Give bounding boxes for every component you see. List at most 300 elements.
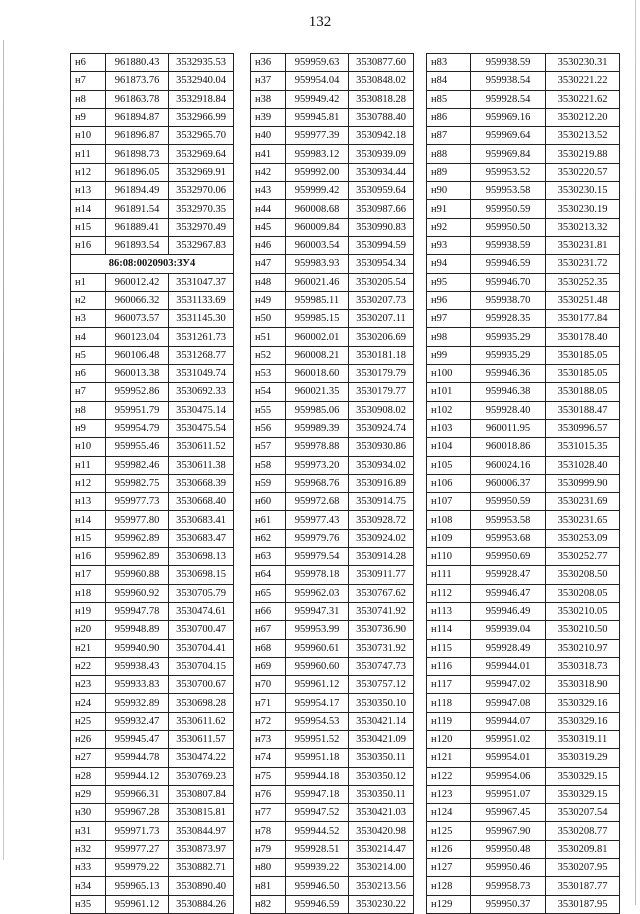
point-id-cell: н128 xyxy=(427,877,471,895)
x-coordinate-cell: 959979.76 xyxy=(286,529,349,547)
y-coordinate-cell: 3530188.47 xyxy=(546,401,620,419)
coordinate-row xyxy=(71,273,234,291)
y-coordinate-cell: 3530916.89 xyxy=(349,474,414,492)
x-coordinate-cell: 959982.46 xyxy=(106,456,169,474)
y-coordinate-cell: 3532967.83 xyxy=(169,236,234,254)
point-id-cell: н62 xyxy=(251,529,286,547)
point-id-cell: н54 xyxy=(251,383,286,401)
point-id-cell: н77 xyxy=(251,804,286,822)
y-coordinate-cell: 3530329.16 xyxy=(546,694,620,712)
coordinate-row xyxy=(251,401,414,419)
y-coordinate-cell: 3530741.92 xyxy=(349,602,414,620)
point-id-cell: н50 xyxy=(251,310,286,328)
x-coordinate-cell: 959938.54 xyxy=(471,72,546,90)
x-coordinate-cell: 959944.52 xyxy=(286,822,349,840)
x-coordinate-cell: 959945.47 xyxy=(106,730,169,748)
x-coordinate-cell: 959983.12 xyxy=(286,145,349,163)
y-coordinate-cell: 3531145.30 xyxy=(169,310,234,328)
y-coordinate-cell: 3530877.60 xyxy=(349,54,414,72)
coordinate-row xyxy=(427,493,620,511)
x-coordinate-cell: 959938.59 xyxy=(471,54,546,72)
x-coordinate-cell: 959977.80 xyxy=(106,511,169,529)
point-id-cell: н92 xyxy=(427,218,471,236)
point-id-cell: н28 xyxy=(71,767,106,785)
coordinate-row xyxy=(71,840,234,858)
y-coordinate-cell: 3532970.06 xyxy=(169,182,234,200)
point-id-cell: н79 xyxy=(251,840,286,858)
coordinate-row xyxy=(251,419,414,437)
point-id-cell: н114 xyxy=(427,621,471,639)
point-id-cell: н73 xyxy=(251,730,286,748)
x-coordinate-cell: 959953.52 xyxy=(471,163,546,181)
y-coordinate-cell: 3530221.62 xyxy=(546,90,620,108)
coordinate-row xyxy=(251,694,414,712)
coordinate-row xyxy=(427,529,620,547)
coordinate-row xyxy=(251,859,414,877)
coordinate-row xyxy=(427,255,620,273)
y-coordinate-cell: 3530911.77 xyxy=(349,566,414,584)
y-coordinate-cell: 3530818.28 xyxy=(349,90,414,108)
x-coordinate-cell: 959944.01 xyxy=(471,657,546,675)
coordinate-row xyxy=(71,749,234,767)
x-coordinate-cell: 960021.46 xyxy=(286,273,349,291)
coordinate-row xyxy=(251,804,414,822)
coordinate-row xyxy=(427,712,620,730)
y-coordinate-cell: 3531015.35 xyxy=(546,438,620,456)
point-id-cell: н23 xyxy=(71,676,106,694)
coordinate-row xyxy=(251,712,414,730)
x-coordinate-cell: 959967.45 xyxy=(471,804,546,822)
point-id-cell: н98 xyxy=(427,328,471,346)
point-id-cell: н94 xyxy=(427,255,471,273)
coordinate-row xyxy=(251,108,414,126)
x-coordinate-cell: 959977.73 xyxy=(106,493,169,511)
y-coordinate-cell: 3530206.69 xyxy=(349,328,414,346)
x-coordinate-cell: 959955.46 xyxy=(106,438,169,456)
point-id-cell: н106 xyxy=(427,474,471,492)
point-id-cell: н12 xyxy=(71,474,106,492)
y-coordinate-cell: 3530611.52 xyxy=(169,438,234,456)
y-coordinate-cell: 3530420.98 xyxy=(349,822,414,840)
y-coordinate-cell: 3530230.19 xyxy=(546,200,620,218)
x-coordinate-cell: 959946.59 xyxy=(286,895,349,913)
point-id-cell: н3 xyxy=(71,310,106,328)
point-id-cell: н47 xyxy=(251,255,286,273)
coordinate-row xyxy=(251,54,414,72)
y-coordinate-cell: 3530210.97 xyxy=(546,639,620,657)
coordinate-row xyxy=(427,474,620,492)
point-id-cell: н76 xyxy=(251,785,286,803)
coordinate-row xyxy=(251,236,414,254)
point-id-cell: н118 xyxy=(427,694,471,712)
y-coordinate-cell: 3530994.59 xyxy=(349,236,414,254)
x-coordinate-cell: 959935.29 xyxy=(471,328,546,346)
point-id-cell: н86 xyxy=(427,108,471,126)
point-id-cell: н123 xyxy=(427,785,471,803)
y-coordinate-cell: 3530954.34 xyxy=(349,255,414,273)
x-coordinate-cell: 959951.18 xyxy=(286,749,349,767)
point-id-cell: н64 xyxy=(251,566,286,584)
point-id-cell: н51 xyxy=(251,328,286,346)
y-coordinate-cell: 3530350.11 xyxy=(349,785,414,803)
point-id-cell: н66 xyxy=(251,602,286,620)
coordinate-row xyxy=(251,127,414,145)
coordinate-row xyxy=(71,108,234,126)
x-coordinate-cell: 959947.31 xyxy=(286,602,349,620)
coordinate-row xyxy=(427,822,620,840)
point-id-cell: н30 xyxy=(71,804,106,822)
coordinate-row xyxy=(427,127,620,145)
coordinate-row xyxy=(71,676,234,694)
coordinate-row xyxy=(251,90,414,108)
x-coordinate-cell: 961896.05 xyxy=(106,163,169,181)
coordinate-row xyxy=(251,310,414,328)
point-id-cell: н39 xyxy=(251,108,286,126)
y-coordinate-cell: 3530188.05 xyxy=(546,383,620,401)
coordinate-row xyxy=(71,511,234,529)
coordinate-row xyxy=(71,730,234,748)
coordinate-table-right xyxy=(426,53,620,914)
y-coordinate-cell: 3530934.02 xyxy=(349,456,414,474)
x-coordinate-cell: 959946.59 xyxy=(471,255,546,273)
coordinate-row xyxy=(71,346,234,364)
coordinate-row xyxy=(251,200,414,218)
y-coordinate-cell: 3530350.12 xyxy=(349,767,414,785)
x-coordinate-cell: 959940.90 xyxy=(106,639,169,657)
point-id-cell: н17 xyxy=(71,566,106,584)
x-coordinate-cell: 959946.38 xyxy=(471,383,546,401)
x-coordinate-cell: 959946.36 xyxy=(471,365,546,383)
x-coordinate-cell: 960073.57 xyxy=(106,310,169,328)
coordinate-row xyxy=(251,346,414,364)
coordinate-row xyxy=(71,621,234,639)
y-coordinate-cell: 3530959.64 xyxy=(349,182,414,200)
point-id-cell: н19 xyxy=(71,602,106,620)
coordinate-row xyxy=(427,584,620,602)
coordinate-row xyxy=(427,804,620,822)
x-coordinate-cell: 959950.50 xyxy=(471,218,546,236)
coordinate-row xyxy=(71,859,234,877)
y-coordinate-cell: 3530230.15 xyxy=(546,182,620,200)
y-coordinate-cell: 3530705.79 xyxy=(169,584,234,602)
coordinate-row xyxy=(71,822,234,840)
point-id-cell: н81 xyxy=(251,877,286,895)
y-coordinate-cell: 3530213.32 xyxy=(546,218,620,236)
page-number: 132 xyxy=(308,14,332,30)
point-id-cell: н67 xyxy=(251,621,286,639)
x-coordinate-cell: 959938.43 xyxy=(106,657,169,675)
x-coordinate-cell: 959932.89 xyxy=(106,694,169,712)
point-id-cell: н107 xyxy=(427,493,471,511)
point-id-cell: н33 xyxy=(71,859,106,877)
y-coordinate-cell: 3530611.38 xyxy=(169,456,234,474)
y-coordinate-cell: 3530999.90 xyxy=(546,474,620,492)
x-coordinate-cell: 959960.60 xyxy=(286,657,349,675)
coordinate-row xyxy=(427,273,620,291)
y-coordinate-cell: 3532940.04 xyxy=(169,72,234,90)
coordinate-row xyxy=(427,566,620,584)
y-coordinate-cell: 3530213.56 xyxy=(349,877,414,895)
coordinate-tables xyxy=(70,53,619,910)
y-coordinate-cell: 3530996.57 xyxy=(546,419,620,437)
x-coordinate-cell: 960024.16 xyxy=(471,456,546,474)
coordinate-row xyxy=(251,365,414,383)
point-id-cell: н65 xyxy=(251,584,286,602)
point-id-cell: н83 xyxy=(427,54,471,72)
scan-edge-left xyxy=(3,40,4,860)
x-coordinate-cell: 959946.47 xyxy=(471,584,546,602)
x-coordinate-cell: 959938.59 xyxy=(471,236,546,254)
point-id-cell: н70 xyxy=(251,676,286,694)
y-coordinate-cell: 3530700.47 xyxy=(169,621,234,639)
point-id-cell: н68 xyxy=(251,639,286,657)
point-id-cell: н103 xyxy=(427,419,471,437)
y-coordinate-cell: 3530698.13 xyxy=(169,548,234,566)
coordinate-row xyxy=(251,145,414,163)
point-id-cell: н117 xyxy=(427,676,471,694)
x-coordinate-cell: 959962.89 xyxy=(106,529,169,547)
point-id-cell: н84 xyxy=(427,72,471,90)
point-id-cell: н55 xyxy=(251,401,286,419)
y-coordinate-cell: 3530815.81 xyxy=(169,804,234,822)
point-id-cell: н125 xyxy=(427,822,471,840)
y-coordinate-cell: 3530178.40 xyxy=(546,328,620,346)
point-id-cell: н45 xyxy=(251,218,286,236)
x-coordinate-cell: 959946.49 xyxy=(471,602,546,620)
x-coordinate-cell: 959977.43 xyxy=(286,511,349,529)
y-coordinate-cell: 3530421.14 xyxy=(349,712,414,730)
x-coordinate-cell: 959979.22 xyxy=(106,859,169,877)
x-coordinate-cell: 959954.53 xyxy=(286,712,349,730)
point-id-cell: н15 xyxy=(71,529,106,547)
coordinate-row xyxy=(251,72,414,90)
point-id-cell: н90 xyxy=(427,182,471,200)
y-coordinate-cell: 3530319.11 xyxy=(546,730,620,748)
coordinate-row xyxy=(427,639,620,657)
x-coordinate-cell: 959971.73 xyxy=(106,822,169,840)
y-coordinate-cell: 3530884.26 xyxy=(169,895,234,913)
x-coordinate-cell: 960011.95 xyxy=(471,419,546,437)
coordinate-row xyxy=(427,730,620,748)
coordinate-row xyxy=(71,566,234,584)
coordinate-row xyxy=(427,200,620,218)
coordinate-row xyxy=(71,657,234,675)
y-coordinate-cell: 3532969.64 xyxy=(169,145,234,163)
point-id-cell: н22 xyxy=(71,657,106,675)
y-coordinate-cell: 3530914.28 xyxy=(349,548,414,566)
coordinate-row xyxy=(71,438,234,456)
x-coordinate-cell: 959992.00 xyxy=(286,163,349,181)
y-coordinate-cell: 3530873.97 xyxy=(169,840,234,858)
point-id-cell: н10 xyxy=(71,127,106,145)
coordinate-row xyxy=(427,72,620,90)
point-id-cell: н120 xyxy=(427,730,471,748)
y-coordinate-cell: 3530683.41 xyxy=(169,511,234,529)
y-coordinate-cell: 3530882.71 xyxy=(169,859,234,877)
coordinate-row xyxy=(427,310,620,328)
x-coordinate-cell: 959960.61 xyxy=(286,639,349,657)
coordinate-row xyxy=(71,456,234,474)
coordinate-row xyxy=(71,383,234,401)
y-coordinate-cell: 3530475.54 xyxy=(169,419,234,437)
y-coordinate-cell: 3530736.90 xyxy=(349,621,414,639)
x-coordinate-cell: 959944.07 xyxy=(471,712,546,730)
x-coordinate-cell: 959960.92 xyxy=(106,584,169,602)
point-id-cell: н99 xyxy=(427,346,471,364)
coordinate-row xyxy=(427,456,620,474)
x-coordinate-cell: 960106.48 xyxy=(106,346,169,364)
x-coordinate-cell: 959983.93 xyxy=(286,255,349,273)
coordinate-row xyxy=(71,145,234,163)
point-id-cell: н82 xyxy=(251,895,286,913)
point-id-cell: н34 xyxy=(71,877,106,895)
y-coordinate-cell: 3530747.73 xyxy=(349,657,414,675)
y-coordinate-cell: 3530844.97 xyxy=(169,822,234,840)
point-id-cell: н43 xyxy=(251,182,286,200)
coordinate-row xyxy=(71,419,234,437)
y-coordinate-cell: 3530924.02 xyxy=(349,529,414,547)
point-id-cell: н2 xyxy=(71,291,106,309)
x-coordinate-cell: 959944.18 xyxy=(286,767,349,785)
point-id-cell: н116 xyxy=(427,657,471,675)
y-coordinate-cell: 3532970.35 xyxy=(169,200,234,218)
point-id-cell: н37 xyxy=(251,72,286,90)
x-coordinate-cell: 960021.35 xyxy=(286,383,349,401)
point-id-cell: н8 xyxy=(71,90,106,108)
coordinate-row xyxy=(71,529,234,547)
x-coordinate-cell: 959978.18 xyxy=(286,566,349,584)
point-id-cell: н5 xyxy=(71,346,106,364)
point-id-cell: н11 xyxy=(71,145,106,163)
y-coordinate-cell: 3531047.37 xyxy=(169,273,234,291)
x-coordinate-cell: 959928.49 xyxy=(471,639,546,657)
point-id-cell: н71 xyxy=(251,694,286,712)
x-coordinate-cell: 961894.87 xyxy=(106,108,169,126)
point-id-cell: н122 xyxy=(427,767,471,785)
coordinate-row xyxy=(251,822,414,840)
coordinate-row xyxy=(251,749,414,767)
y-coordinate-cell: 3530207.73 xyxy=(349,291,414,309)
y-coordinate-cell: 3530185.05 xyxy=(546,346,620,364)
x-coordinate-cell: 959954.06 xyxy=(471,767,546,785)
y-coordinate-cell: 3530668.39 xyxy=(169,474,234,492)
coordinate-row xyxy=(251,730,414,748)
x-coordinate-cell: 959928.54 xyxy=(471,90,546,108)
y-coordinate-cell: 3530474.22 xyxy=(169,749,234,767)
y-coordinate-cell: 3530209.81 xyxy=(546,840,620,858)
point-id-cell: н115 xyxy=(427,639,471,657)
coordinate-row xyxy=(427,236,620,254)
point-id-cell: н59 xyxy=(251,474,286,492)
coordinate-row xyxy=(427,218,620,236)
coordinate-row xyxy=(427,694,620,712)
point-id-cell: н12 xyxy=(71,163,106,181)
y-coordinate-cell: 3530329.15 xyxy=(546,785,620,803)
y-coordinate-cell: 3530757.12 xyxy=(349,676,414,694)
coordinate-row xyxy=(71,602,234,620)
y-coordinate-cell: 3530207.54 xyxy=(546,804,620,822)
point-id-cell: н52 xyxy=(251,346,286,364)
point-id-cell: н119 xyxy=(427,712,471,730)
x-coordinate-cell: 959928.47 xyxy=(471,566,546,584)
y-coordinate-cell: 3532935.53 xyxy=(169,54,234,72)
y-coordinate-cell: 3531049.74 xyxy=(169,365,234,383)
x-coordinate-cell: 960066.32 xyxy=(106,291,169,309)
x-coordinate-cell: 960012.42 xyxy=(106,273,169,291)
y-coordinate-cell: 3530788.40 xyxy=(349,108,414,126)
y-coordinate-cell: 3530942.18 xyxy=(349,127,414,145)
x-coordinate-cell: 959952.86 xyxy=(106,383,169,401)
point-id-cell: н10 xyxy=(71,438,106,456)
coordinate-row xyxy=(251,785,414,803)
y-coordinate-cell: 3530990.83 xyxy=(349,218,414,236)
y-coordinate-cell: 3531028.40 xyxy=(546,456,620,474)
y-coordinate-cell: 3532966.99 xyxy=(169,108,234,126)
coordinate-row xyxy=(251,474,414,492)
point-id-cell: н27 xyxy=(71,749,106,767)
x-coordinate-cell: 959951.79 xyxy=(106,401,169,419)
y-coordinate-cell: 3530187.77 xyxy=(546,877,620,895)
coordinate-row xyxy=(71,328,234,346)
coordinate-row xyxy=(251,566,414,584)
point-id-cell: н108 xyxy=(427,511,471,529)
y-coordinate-cell: 3530329.15 xyxy=(546,767,620,785)
y-coordinate-cell: 3530208.77 xyxy=(546,822,620,840)
point-id-cell: н109 xyxy=(427,529,471,547)
coordinate-row xyxy=(71,712,234,730)
coordinate-row xyxy=(251,493,414,511)
y-coordinate-cell: 3530207.95 xyxy=(546,859,620,877)
point-id-cell: н35 xyxy=(71,895,106,913)
x-coordinate-cell: 961898.73 xyxy=(106,145,169,163)
x-coordinate-cell: 959973.20 xyxy=(286,456,349,474)
x-coordinate-cell: 959965.13 xyxy=(106,877,169,895)
coordinate-row xyxy=(251,657,414,675)
y-coordinate-cell: 3530207.11 xyxy=(349,310,414,328)
coordinate-row xyxy=(71,493,234,511)
coordinate-row xyxy=(251,273,414,291)
x-coordinate-cell: 959969.84 xyxy=(471,145,546,163)
coordinate-row xyxy=(427,108,620,126)
point-id-cell: н13 xyxy=(71,493,106,511)
x-coordinate-cell: 961863.78 xyxy=(106,90,169,108)
x-coordinate-cell: 959958.73 xyxy=(471,877,546,895)
point-id-cell: н89 xyxy=(427,163,471,181)
point-id-cell: н93 xyxy=(427,236,471,254)
x-coordinate-cell: 961889.41 xyxy=(106,218,169,236)
x-coordinate-cell: 959961.12 xyxy=(106,895,169,913)
x-coordinate-cell: 961891.54 xyxy=(106,200,169,218)
point-id-cell: н102 xyxy=(427,401,471,419)
x-coordinate-cell: 959953.58 xyxy=(471,511,546,529)
point-id-cell: н110 xyxy=(427,548,471,566)
coordinate-row xyxy=(427,511,620,529)
coordinate-row xyxy=(251,639,414,657)
y-coordinate-cell: 3530683.47 xyxy=(169,529,234,547)
y-coordinate-cell: 3530214.47 xyxy=(349,840,414,858)
coordinate-row xyxy=(251,182,414,200)
coordinate-row xyxy=(71,54,234,72)
y-coordinate-cell: 3532965.70 xyxy=(169,127,234,145)
x-coordinate-cell: 959949.42 xyxy=(286,90,349,108)
coordinate-row xyxy=(251,291,414,309)
coordinate-row xyxy=(427,182,620,200)
y-coordinate-cell: 3530350.11 xyxy=(349,749,414,767)
point-id-cell: н20 xyxy=(71,621,106,639)
coordinate-row xyxy=(71,401,234,419)
point-id-cell: н7 xyxy=(71,72,106,90)
x-coordinate-cell: 959967.28 xyxy=(106,804,169,822)
